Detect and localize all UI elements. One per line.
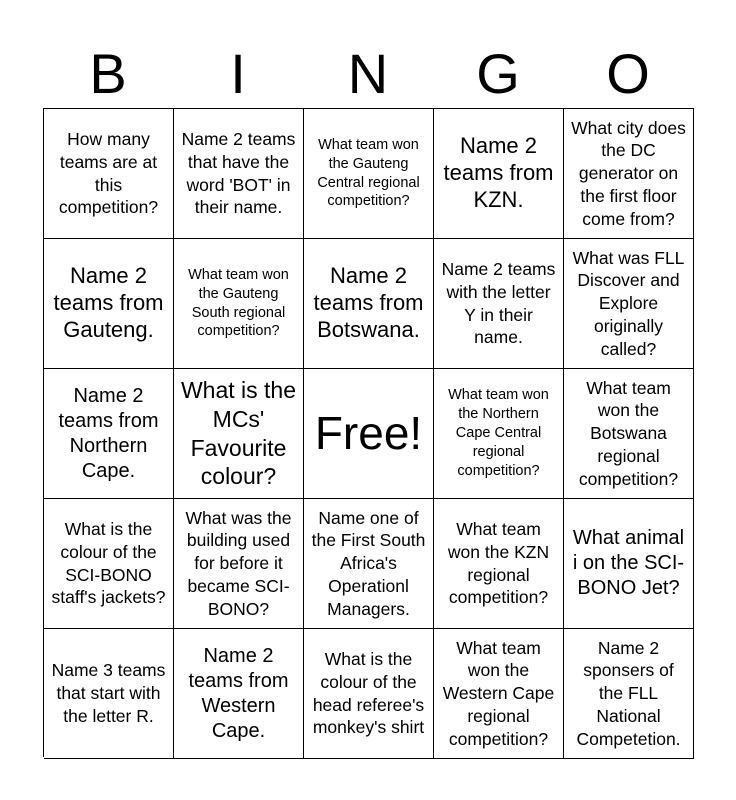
bingo-cell-r3-c2[interactable] bbox=[174, 369, 304, 499]
bingo-cell-r3-c5[interactable] bbox=[564, 369, 694, 499]
header-letter-g: G bbox=[476, 42, 520, 105]
cell-text: Name 2 teams from Northern Cape. bbox=[58, 384, 159, 482]
cell-text: Name 2 teams that have the word 'BOT' in their name. bbox=[181, 129, 296, 218]
bingo-cell-r1-c1[interactable] bbox=[44, 109, 174, 239]
cell-text: Name 2 teams with the letter Y in their name. bbox=[441, 259, 556, 348]
free-space-text: Free! bbox=[314, 407, 423, 460]
cell-text: What team won the Gauteng Central regional competition? bbox=[317, 136, 420, 210]
cell-text: Name 2 teams from Gauteng. bbox=[53, 263, 164, 342]
bingo-cell-r4-c3[interactable] bbox=[304, 499, 434, 629]
cell-text: What is the colour of the head referee's monkey's shirt bbox=[312, 649, 425, 738]
header-letter-b: B bbox=[89, 42, 127, 105]
bingo-grid bbox=[43, 108, 694, 757]
bingo-cell-r5-c3[interactable] bbox=[304, 629, 434, 759]
bingo-cell-r1-c4[interactable] bbox=[434, 109, 564, 239]
header-letter-n: N bbox=[347, 42, 389, 105]
cell-text: Name 2 sponsers of the FLL National Competetion. bbox=[576, 637, 681, 749]
cell-text: What is the colour of the SCI-BONO staff's jackets? bbox=[51, 519, 166, 608]
cell-text: What team won the Botswana regional competition? bbox=[578, 377, 679, 489]
cell-text: What team won the Northern Cape Central regional competition? bbox=[448, 387, 549, 479]
bingo-cell-r2-c4[interactable] bbox=[434, 239, 564, 369]
bingo-cell-r2-c1[interactable] bbox=[44, 239, 174, 369]
bingo-header bbox=[43, 40, 693, 108]
bingo-cell-r1-c5[interactable] bbox=[564, 109, 694, 239]
bingo-cell-r4-c2[interactable] bbox=[174, 499, 304, 629]
cell-text: What was the building used for before it became SCI-BONO? bbox=[185, 507, 292, 619]
bingo-cell-r3-c4[interactable] bbox=[434, 369, 564, 499]
bingo-cell-free[interactable] bbox=[304, 369, 434, 499]
bingo-cell-r3-c1[interactable] bbox=[44, 369, 174, 499]
bingo-cell-r1-c3[interactable] bbox=[304, 109, 434, 239]
header-letter-i: I bbox=[230, 42, 246, 105]
cell-text: Name 3 teams that start with the letter R. bbox=[51, 660, 166, 726]
cell-text: Name 2 teams from KZN. bbox=[443, 133, 554, 212]
cell-text: What team won the Western Cape regional competition? bbox=[442, 637, 555, 749]
bingo-cell-r2-c2[interactable] bbox=[174, 239, 304, 369]
bingo-cell-r4-c4[interactable] bbox=[434, 499, 564, 629]
cell-text: What animal i on the SCI-BONO Jet? bbox=[572, 527, 685, 599]
bingo-cell-r5-c5[interactable] bbox=[564, 629, 694, 759]
header-letter-o: O bbox=[606, 42, 650, 105]
bingo-cell-r5-c1[interactable] bbox=[44, 629, 174, 759]
cell-text: What was FLL Discover and Explore originally called? bbox=[572, 247, 685, 359]
cell-text: What is the MCs' Favourite colour? bbox=[180, 377, 297, 490]
cell-text: Name 2 teams from Western Cape. bbox=[188, 644, 289, 742]
bingo-cell-r5-c4[interactable] bbox=[434, 629, 564, 759]
bingo-cell-r4-c1[interactable] bbox=[44, 499, 174, 629]
bingo-cell-r4-c5[interactable] bbox=[564, 499, 694, 629]
bingo-cell-r2-c3[interactable] bbox=[304, 239, 434, 369]
cell-text: Name one of the First South Africa's Operationl Managers. bbox=[311, 507, 426, 619]
cell-text: What city does the DC generator on the first floor come from? bbox=[571, 117, 686, 229]
bingo-cell-r2-c5[interactable] bbox=[564, 239, 694, 369]
bingo-cell-r1-c2[interactable] bbox=[174, 109, 304, 239]
cell-text: Name 2 teams from Botswana. bbox=[313, 263, 424, 342]
cell-text: How many teams are at this competition? bbox=[58, 129, 159, 218]
cell-text: What team won the Gauteng South regional competition? bbox=[188, 266, 289, 340]
cell-text: What team won the KZN regional competition? bbox=[447, 519, 550, 608]
bingo-cell-r5-c2[interactable] bbox=[174, 629, 304, 759]
